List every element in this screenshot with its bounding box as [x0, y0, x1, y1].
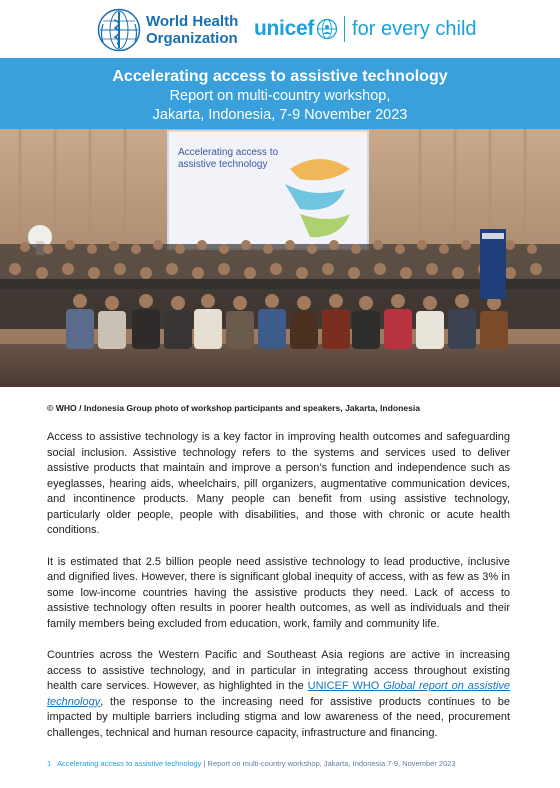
screen-title-line1: Accelerating access to: [178, 147, 279, 158]
paragraph-2: It is estimated that 2.5 billion people need assistive technology to lead productive, inclusive and dignified lives. However, there is significant global inequity of access, with as few as 3% in some low-income countries having the assistive products they need. Lack of access to assistive technology often results in poorer health outcomes, as well as individuals and their family members being excluded from education, work, family and community life.: [47, 555, 510, 630]
report-title: Accelerating access to assistive technology: [112, 68, 448, 85]
paragraph-3-intro: Countries across the Western Pacific and Southeast Asia regions are active in increasing access to assistive technology, and in particular in integrating access throughout existing health care services. However, as highlighted in the: [47, 649, 510, 692]
paragraph-1: Access to assistive technology is a key factor in improving health outcomes and safeguarding social inclusion. Assistive technology refers to the systems and services used to deliver assistive products that maintain and improve a person’s function and independence such as eyeglasses, hearing aids, wheelchairs, pill organizers, augmentative communication devices, and incontinence products. Many people can benefit from using assistive technology, particularly older people, people with disabilities, and those with chronic or acute health conditions.: [47, 431, 510, 536]
global-report-link-title: Global report on assistive technology: [47, 680, 510, 708]
header-logos: [0, 0, 560, 58]
page-footer: [47, 759, 456, 768]
global-report-link-org: UNICEF WHO: [307, 680, 384, 692]
footer-doc-title: Accelerating access to assistive technology: [57, 759, 202, 768]
unicef-separator: [344, 16, 345, 42]
who-name-line2: Organization: [146, 30, 238, 47]
screen-title-line2: assistive technology: [178, 159, 268, 170]
group-photo: [0, 129, 560, 387]
unicef-tagline: for every child: [352, 17, 477, 40]
footer-doc-subtitle: Report on multi-country workshop, Jakarta, Indonesia 7-9, November 2023: [207, 759, 456, 768]
who-emblem-icon: [97, 8, 141, 52]
unicef-logo: [254, 14, 477, 44]
page-number: 1: [47, 759, 52, 768]
paragraph-3-rest: , the response to the increasing need for assistive products continues to be impacted by multiple barriers including stigma and low awareness of the need, procurement challenges, technical and human resource capacity, infrastructure and financing.: [47, 695, 510, 739]
who-logo-text: [146, 13, 238, 47]
who-name-line1: World Health: [146, 13, 239, 30]
report-subtitle-line1: Report on multi-country workshop,: [169, 88, 391, 104]
title-banner: [0, 58, 560, 129]
report-subtitle-line2: Jakarta, Indonesia, 7-9 November 2023: [152, 107, 408, 123]
paragraph-3: [47, 648, 510, 741]
photo-caption: © WHO / Indonesia Group photo of workshop participants and speakers, Jakarta, Indonesia: [47, 403, 421, 413]
unicef-wordmark: unicef: [254, 17, 315, 40]
unicef-globe-icon: [316, 18, 338, 40]
footer-separator: |: [201, 759, 208, 768]
body-text: [47, 430, 510, 757]
